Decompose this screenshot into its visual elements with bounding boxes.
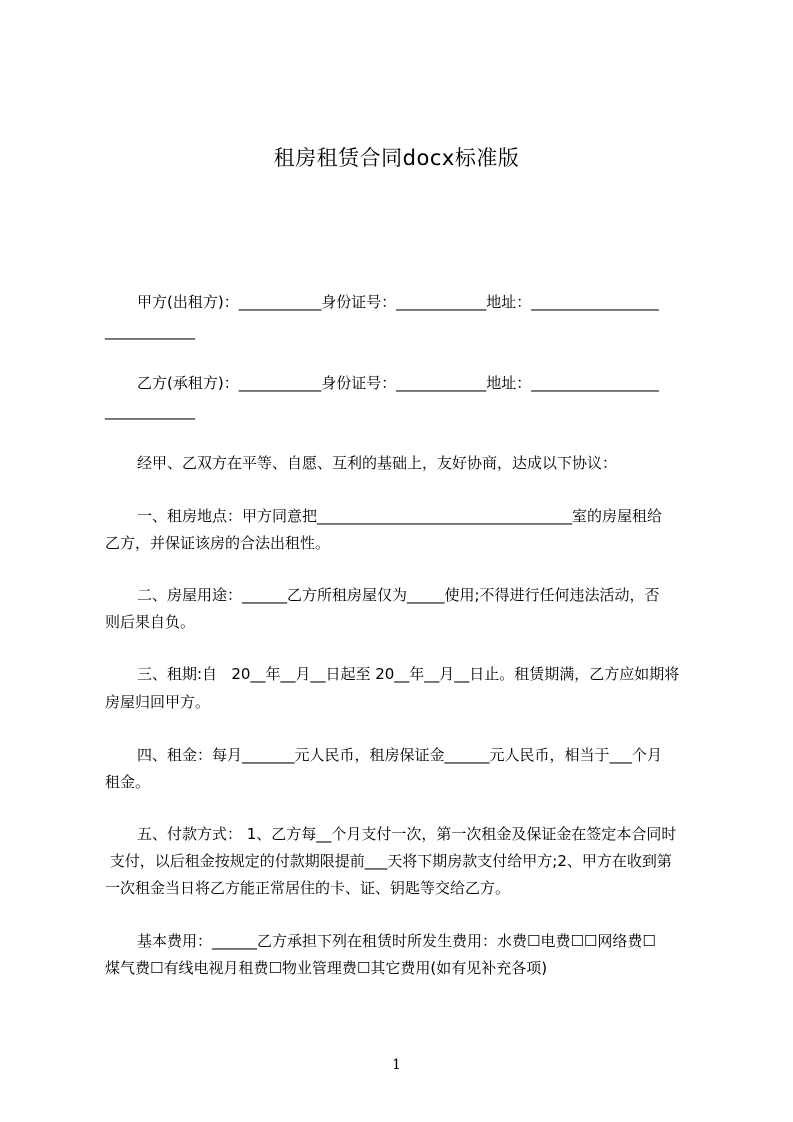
clause-4-line-2: 租金。 (105, 773, 151, 791)
fees-line-1: 基本费用：______乙方承担下列在租赁时所发生费用：水费☐电费☐☐网络费☐ (137, 932, 656, 950)
clause-1-line-2: 乙方，并保证该房的合法出租性。 (105, 534, 331, 552)
document-title: 租房租赁合同docx标准版 (273, 146, 520, 170)
party-b-line-2: ____________ (105, 402, 195, 420)
party-b-line-1: 乙方(承租方)：___________身份证号：____________地址：_________________ (137, 374, 659, 392)
intro-paragraph: 经甲、乙双方在平等、自愿、互利的基础上，友好协商，达成以下协议： (137, 454, 618, 472)
party-a-line-1: 甲方(出租方)：___________身份证号：____________地址：_________________ (137, 293, 659, 311)
clause-5-line-1: 五、付款方式： 1、乙方每__个月支付一次，第一次租金及保证金在签定本合同时 (137, 825, 677, 843)
clause-1-line-1: 一、租房地点：甲方同意把__________________________________室的房屋租给 (137, 507, 663, 525)
page-number: 1 (392, 1057, 401, 1073)
party-a-line-2: ____________ (105, 322, 195, 340)
clause-2-line-2: 则后果自负。 (105, 613, 196, 631)
clause-2-line-1: 二、房屋用途：______乙方所租房屋仅为_____使用;不得进行任何违法活动，否 (137, 586, 660, 604)
clause-4-line-1: 四、租金：每月_______元人民币，租房保证金______元人民币，相当于___个月 (137, 746, 663, 764)
fees-line-2: 煤气费☐有线电视月租费☐物业管理费☐其它费用(如有见补充各项) (105, 959, 548, 977)
clause-3-line-2: 房屋归回甲方。 (105, 693, 211, 711)
clause-5-line-3: 一次租金当日将乙方能正常居住的卡、证、钥匙等交给乙方。 (105, 879, 511, 897)
clause-3-line-1: 三、租期:自 20__年__月__日起至 20__年__月__日止。租赁期满，乙方应如期将 (137, 665, 680, 683)
clause-5-line-2: 支付，以后租金按规定的付款期限提前___天将下期房款支付给甲方;2、甲方在收到第 (105, 852, 672, 870)
